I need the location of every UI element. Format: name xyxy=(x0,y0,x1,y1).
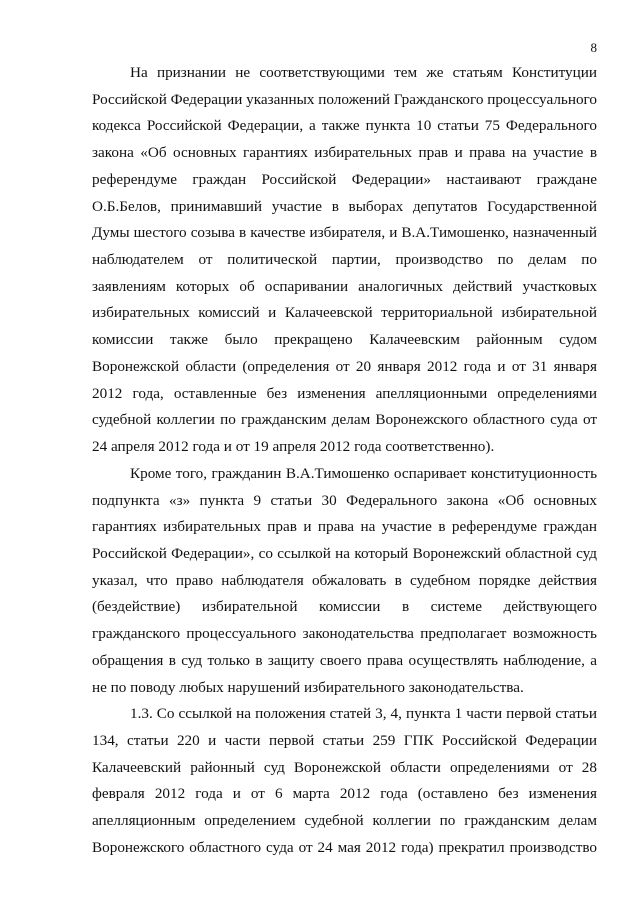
text-line: закона «Об основных гарантиях избирательных прав и права на участие в xyxy=(92,144,597,162)
text-line: На признании не соответствующими тем же статьям Конституции xyxy=(130,64,597,81)
text-line: О.Б.Белов, принимавший участие в выборах депутатов Государственной xyxy=(92,197,597,215)
text-line: Кроме того, гражданин В.А.Тимошенко оспаривает конституционность xyxy=(130,464,597,482)
text-line: 1.3. Со ссылкой на положения статей 3, 4, пункта 1 части первой статьи xyxy=(130,705,597,723)
text-line: комиссии также было прекращено Калачеевским районным судом xyxy=(92,331,597,349)
text-line: не по поводу любых нарушений избирательного законодательства. xyxy=(92,678,524,696)
text-line: указал, что право наблюдателя обжаловать в судебном порядке действия xyxy=(92,571,597,589)
paragraph xyxy=(92,60,597,461)
text-line: обращения в суд только в защиту своего права осуществлять наблюдение, а xyxy=(92,651,597,669)
text-line: февраля 2012 года и от 6 марта 2012 года (оставлено без изменения xyxy=(92,785,597,803)
document-body xyxy=(92,60,597,862)
text-line: Воронежской области (определения от 20 января 2012 года и от 31 января xyxy=(92,357,597,375)
text-line: гражданского процессуального законодательства предполагает возможность xyxy=(92,625,597,643)
text-line: кодекса Российской Федерации, а также пункта 10 статьи 75 Федерального xyxy=(92,117,597,135)
text-line: Воронежского областного суда от 24 мая 2012 года) прекратил производство xyxy=(92,838,597,856)
text-line: 134, статьи 220 и части первой статьи 259 ГПК Российской Федерации xyxy=(92,731,597,749)
text-line: судебной коллегии по гражданским делам Воронежского областного суда от xyxy=(92,411,597,429)
text-line: Российской Федерации», со ссылкой на который Воронежский областной суд xyxy=(92,544,597,562)
text-line: 2012 года, оставленные без изменения апелляционными определениями xyxy=(92,384,597,402)
text-line: Думы шестого созыва в качестве избирателя, и В.А.Тимошенко, назначенный xyxy=(92,224,597,242)
text-line: (бездействие) избирательной комиссии в системе действующего xyxy=(92,598,597,616)
text-line: Калачеевский районный суд Воронежской области определениями от 28 xyxy=(92,758,597,776)
text-line: избирательных комиссий и Калачеевской территориальной избирательной xyxy=(92,304,597,322)
paragraph xyxy=(92,461,597,701)
text-line: референдуме граждан Российской Федерации» настаивают граждане xyxy=(92,170,597,188)
text-line: 24 апреля 2012 года и от 19 апреля 2012 года соответственно). xyxy=(92,438,495,456)
paragraph xyxy=(92,701,597,861)
text-line: гарантиях избирательных прав и права на участие в референдуме граждан xyxy=(92,518,597,536)
text-line: апелляционным определением судебной коллегии по гражданским делам xyxy=(92,812,597,830)
text-line: заявлениям которых об оспаривании аналогичных действий участковых xyxy=(92,277,597,295)
text-line: Российской Федерации указанных положений Гражданского процессуального xyxy=(92,90,597,108)
text-line: подпункта «з» пункта 9 статьи 30 Федерального закона «Об основных xyxy=(92,491,597,509)
text-line: наблюдателем от политической партии, производство по делам по xyxy=(92,251,597,269)
page-number: 8 xyxy=(590,40,597,55)
